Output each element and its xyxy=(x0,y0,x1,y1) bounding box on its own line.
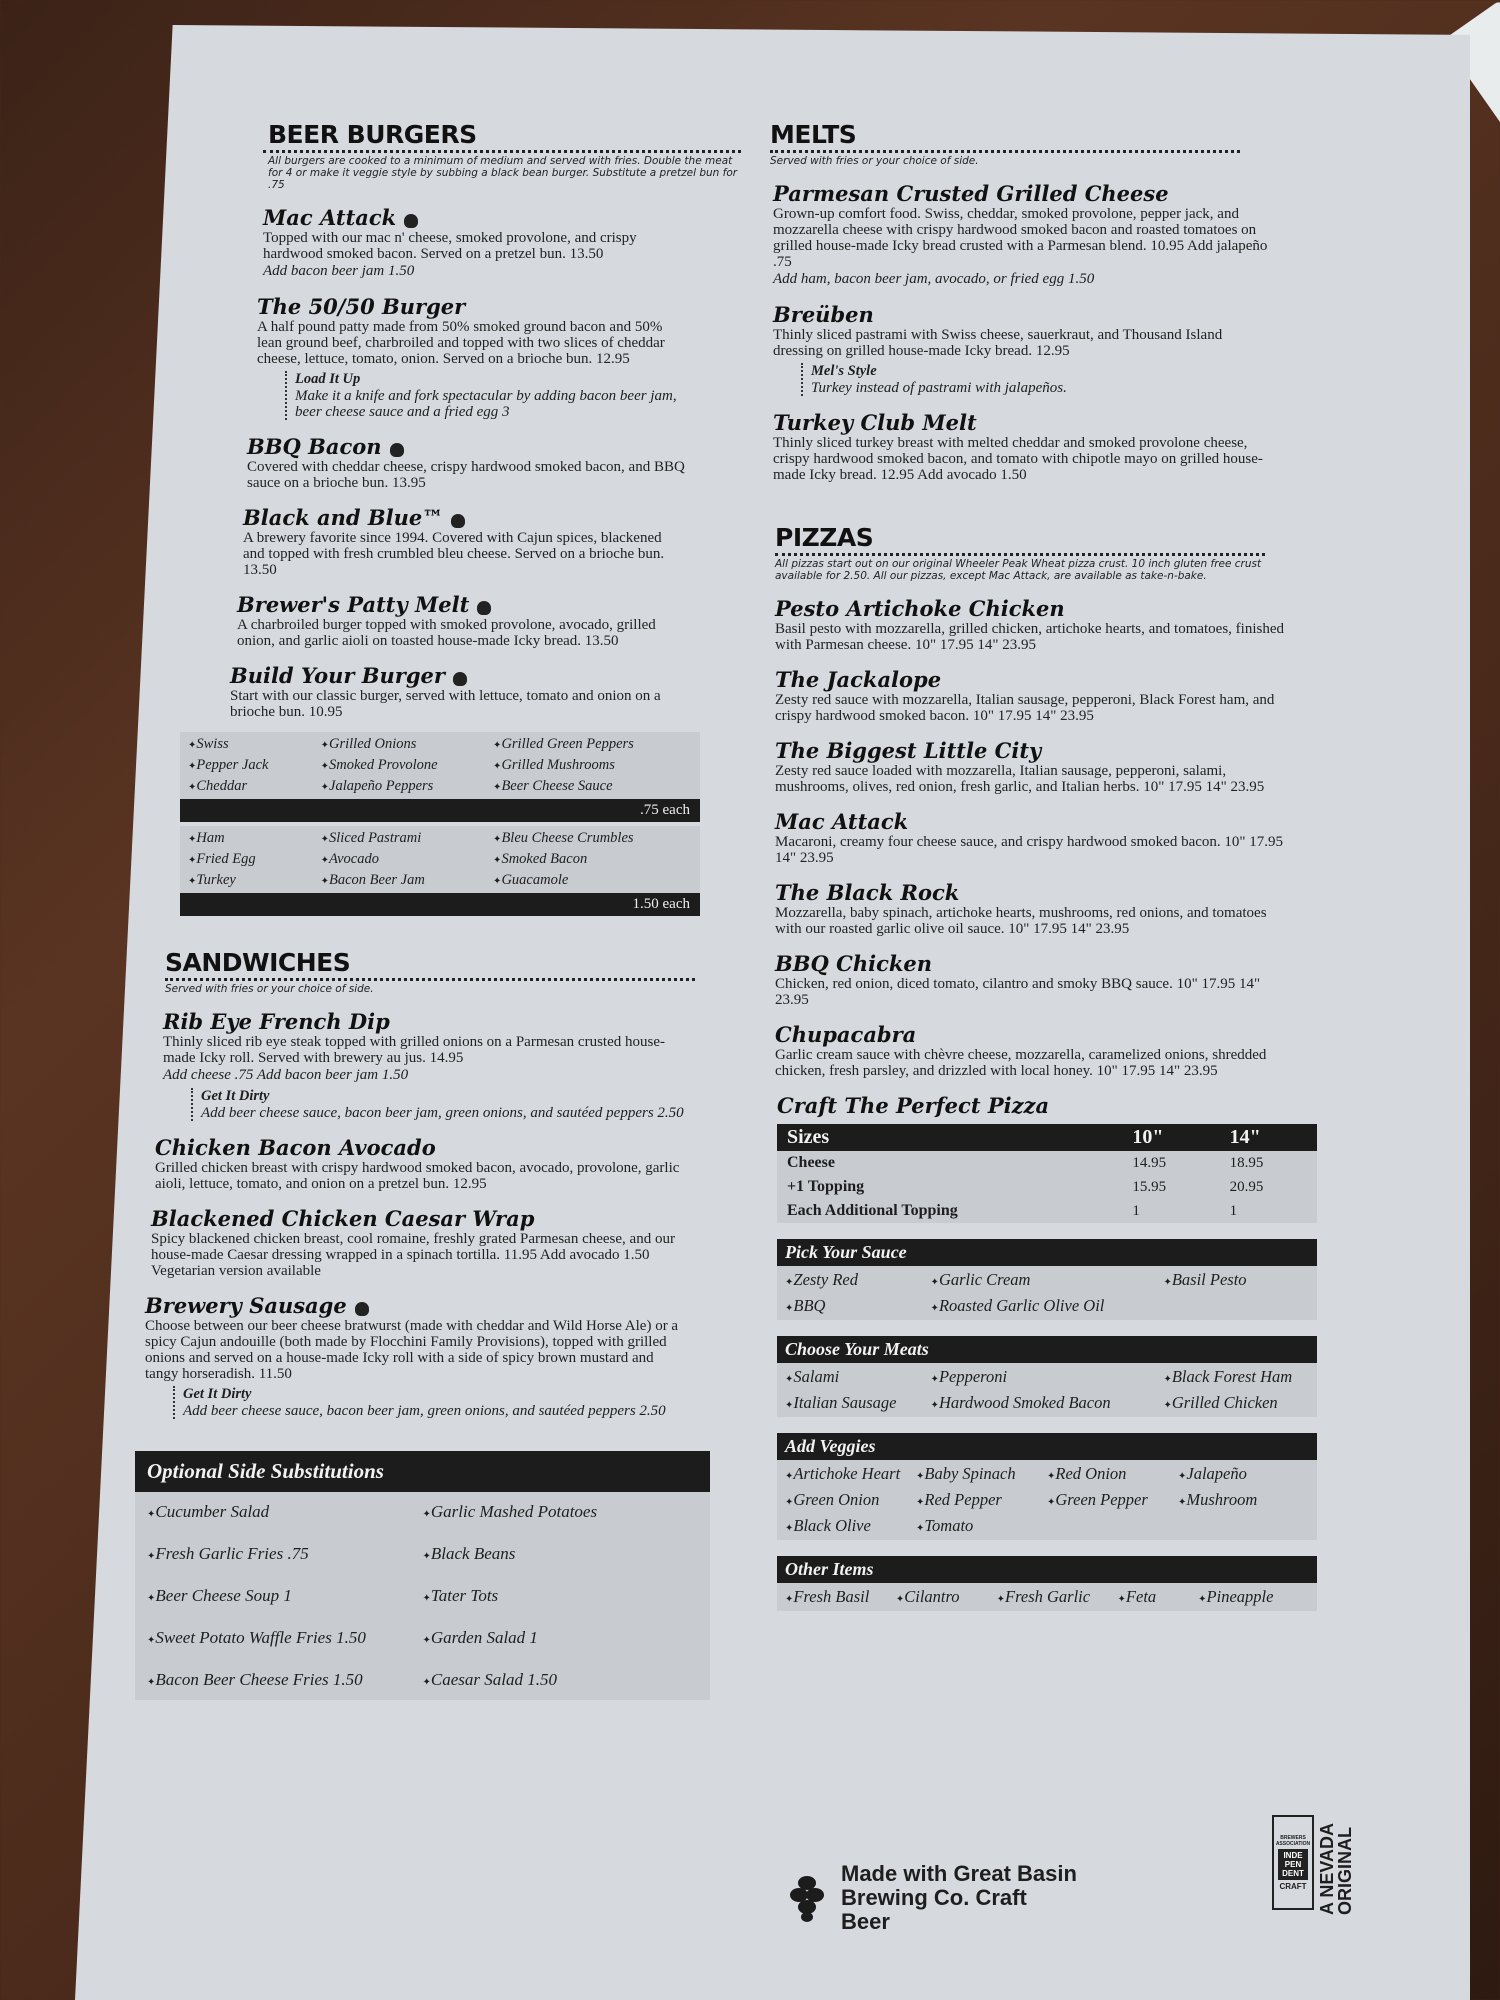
size-row xyxy=(777,1151,1317,1175)
sauce-box xyxy=(777,1239,1317,1320)
melts-section xyxy=(770,120,1240,167)
menu-item xyxy=(257,294,685,420)
brand-text: Made with Great Basin Brewing Co. Craft Beer xyxy=(841,1861,1077,1934)
menu-item-description: Thinly sliced pastrami with Swiss cheese, sauerkraut, and Thousand Island dressing on grilled house-made Icky bread. 12.95 xyxy=(773,327,1223,359)
section-divider xyxy=(165,978,695,981)
menu-item xyxy=(775,1022,1295,1079)
veggie-option: ✦ Red Onion xyxy=(1047,1464,1178,1484)
menu-item-name: Build Your Burger xyxy=(230,663,445,688)
melt-items xyxy=(773,181,1273,483)
topping-option: ✦ Turkey xyxy=(188,872,321,889)
menu-item-description: Basil pesto with mozzarella, grilled chicken, artichoke hearts, and tomatoes, finished with Parmesan cheese. 10" 17.95 14" 23.95 xyxy=(775,621,1285,653)
other-option: ✦ Cilantro xyxy=(896,1587,997,1607)
menu-item-name: BBQ Bacon xyxy=(247,434,382,459)
sauce-options xyxy=(777,1266,1317,1320)
menu-item-upgrade xyxy=(801,363,1273,396)
size-label: Each Additional Topping xyxy=(777,1199,1122,1223)
menu-item xyxy=(775,809,1295,866)
menu-item-description: Start with our classic burger, served with lettuce, tomato and onion on a brioche bun. 10.95 xyxy=(230,688,661,720)
menu-item-upgrade xyxy=(173,1386,685,1419)
side-option: ✦ Bacon Beer Cheese Fries 1.50 xyxy=(147,1670,423,1690)
menu-item xyxy=(243,505,685,578)
menu-item-description: Garlic cream sauce with chèvre cheese, mozzarella, caramelized onions, shredded chicken, fresh parsley, and drizzled with local honey. 10" 17.95 14" 23.95 xyxy=(775,1047,1267,1079)
size-price: 14.95 xyxy=(1122,1151,1219,1175)
meat-option: ✦ Black Forest Ham xyxy=(1163,1367,1309,1387)
upgrade-description: Add beer cheese sauce, bacon beer jam, green onions, and sautéed peppers 2.50 xyxy=(183,1403,666,1419)
hop-icon xyxy=(477,601,491,615)
side-option: ✦ Beer Cheese Soup 1 xyxy=(147,1586,423,1606)
topping-option: ✦ Guacamole xyxy=(493,872,692,889)
menu-item-name: Chupacabra xyxy=(775,1022,917,1047)
menu-item-addon: Add ham, bacon beer jam, avocado, or fried egg 1.50 xyxy=(773,271,1095,287)
menu-item xyxy=(775,880,1295,937)
melts-note: Served with fries or your choice of side. xyxy=(770,155,979,167)
topping-option: ✦ Sliced Pastrami xyxy=(321,830,493,847)
other-option: ✦ Feta xyxy=(1118,1587,1199,1607)
beer-burgers-title: BEER BURGERS xyxy=(268,120,477,149)
side-option: ✦ Fresh Garlic Fries .75 xyxy=(147,1544,423,1564)
size-row xyxy=(777,1175,1317,1199)
hop-icon xyxy=(451,514,465,528)
menu-item xyxy=(263,205,685,280)
topping-option: ✦ Bleu Cheese Crumbles xyxy=(493,830,692,847)
menu-item-description: Choose between our beer cheese bratwurst (made with cheddar and Wild Horse Ale) or a spicy Cajun andouille (both made by Flocchini Family Provisions), topped with grilled onions and served on a house-made Icky roll with a side of spicy brown mustard and tangy horseradish. 11.50 xyxy=(145,1318,679,1382)
sandwich-items xyxy=(105,1009,685,1419)
sides-title: Optional Side Substitutions xyxy=(135,1451,710,1492)
menu-item-description: Covered with cheddar cheese, crispy hardwood smoked bacon, and BBQ sauce on a brioche bun. 13.95 xyxy=(247,459,685,491)
hop-icon xyxy=(785,1873,829,1923)
menu-item-description: Thinly sliced rib eye steak topped with grilled onions on a Parmesan crusted house-made Icky roll. Served with brewery au jus. 14.95 xyxy=(163,1034,665,1066)
side-substitutions xyxy=(135,1451,710,1700)
side-option: ✦ Sweet Potato Waffle Fries 1.50 xyxy=(147,1628,423,1648)
menu-item-description: A brewery favorite since 1994. Covered with Cajun spices, blackened and topped with fresh crumbled bleu cheese. Served on a brioche bun. 13.50 xyxy=(243,530,665,578)
menu-item xyxy=(775,951,1295,1008)
beer-burgers-note: All burgers are cooked to a minimum of medium and served with fries. Double the meat for 4 or make it veggie style by subbing a black bean burger. Substitute a pretzel bun for .75 xyxy=(268,155,738,191)
meat-option: ✦ Salami xyxy=(785,1367,931,1387)
veggie-option: ✦ Green Onion xyxy=(785,1490,916,1510)
topping-option: ✦ Bacon Beer Jam xyxy=(321,872,493,889)
veggie-option: ✦ Black Olive xyxy=(785,1516,916,1536)
topping-option: ✦ Smoked Provolone xyxy=(321,757,493,774)
section-divider xyxy=(263,150,741,153)
size-header: Sizes xyxy=(777,1124,1122,1151)
menu-item-name: The Black Rock xyxy=(775,880,960,905)
menu-item-description: Mozzarella, baby spinach, artichoke hearts, mushrooms, red onions, and tomatoes with our roasted garlic olive oil sauce. 10" 17.95 14" 23.95 xyxy=(775,905,1267,937)
size-price: 20.95 xyxy=(1220,1175,1317,1199)
menu-item-name: Blackened Chicken Caesar Wrap xyxy=(151,1206,535,1231)
size-row xyxy=(777,1199,1317,1223)
topping-option: ✦ Beer Cheese Sauce xyxy=(493,778,692,795)
menu-item-name: Turkey Club Melt xyxy=(773,410,977,435)
toppings-75-price: .75 each xyxy=(180,799,700,822)
badge-top: BREWERS ASSOCIATION xyxy=(1275,1834,1311,1847)
brand-footer xyxy=(785,1862,1081,1934)
side-option: ✦ Garlic Mashed Potatoes xyxy=(423,1502,699,1522)
menu-item-description: Thinly sliced turkey breast with melted cheddar and smoked provolone cheese, crispy hardwood smoked bacon, and tomato with chipotle mayo on grilled house-made Icky bread. 12.95 Add avocado 1.50 xyxy=(773,435,1263,483)
upgrade-title: Mel's Style xyxy=(811,363,877,379)
menu-item xyxy=(230,663,685,720)
toppings-75-grid xyxy=(180,732,700,799)
topping-option: ✦ Grilled Onions xyxy=(321,736,493,753)
menu-item-name: Mac Attack xyxy=(775,809,909,834)
burger-toppings xyxy=(180,732,700,916)
hop-icon xyxy=(355,1302,369,1316)
independent-craft-badge xyxy=(1272,1815,1314,1910)
menu-item-upgrade xyxy=(285,371,685,420)
menu-item-addon: Add cheese .75 Add bacon beer jam 1.50 xyxy=(163,1067,409,1083)
side-option: ✦ Cucumber Salad xyxy=(147,1502,423,1522)
craft-title: Craft The Perfect Pizza xyxy=(777,1093,1050,1118)
sauce-option: ✦ Garlic Cream xyxy=(931,1270,1164,1290)
hop-icon xyxy=(453,672,467,686)
hop-icon xyxy=(390,443,404,457)
craft-pizza xyxy=(777,1093,1317,1611)
menu-item-name: Chicken Bacon Avocado xyxy=(155,1135,436,1160)
size-price: 15.95 xyxy=(1122,1175,1219,1199)
other-option: ✦ Fresh Garlic xyxy=(997,1587,1118,1607)
size-price: 1 xyxy=(1122,1199,1219,1223)
topping-option: ✦ Smoked Bacon xyxy=(493,851,692,868)
menu-item-name: The 50/50 Burger xyxy=(257,294,466,319)
left-column xyxy=(105,120,745,1700)
topping-option: ✦ Cheddar xyxy=(188,778,321,795)
sauce-option: ✦ Zesty Red xyxy=(785,1270,931,1290)
menu-item-name: Breüben xyxy=(773,302,874,327)
upgrade-title: Get It Dirty xyxy=(201,1088,270,1104)
veggie-option: ✦ Green Pepper xyxy=(1047,1490,1178,1510)
other-option: ✦ Fresh Basil xyxy=(785,1587,896,1607)
pizzas-section xyxy=(775,523,1265,582)
other-box xyxy=(777,1556,1317,1611)
topping-option: ✦ Grilled Mushrooms xyxy=(493,757,692,774)
veggies-title: Add Veggies xyxy=(777,1433,1317,1460)
menu-item-name: The Biggest Little City xyxy=(775,738,1042,763)
menu-item-description: Zesty red sauce loaded with mozzarella, Italian sausage, pepperoni, salami, mushrooms, olives, red onion, fresh garlic, and Italian herbs. 10" 17.95 14" 23.95 xyxy=(775,763,1265,795)
menu-item xyxy=(775,596,1295,653)
menu-item-name: Pesto Artichoke Chicken xyxy=(775,596,1065,621)
veggie-option: ✦ Jalapeño xyxy=(1178,1464,1309,1484)
other-option: ✦ Pineapple xyxy=(1198,1587,1309,1607)
nevada-original: A NEVADA ORIGINAL xyxy=(1317,1823,1355,1915)
menu-item-name: Mac Attack xyxy=(263,205,397,230)
menu-item xyxy=(155,1135,685,1192)
menu-item-name: Rib Eye French Dip xyxy=(163,1009,390,1034)
menu-item-name: BBQ Chicken xyxy=(775,951,933,976)
menu-item-description: Grown-up comfort food. Swiss, cheddar, smoked provolone, pepper jack, and mozzarella cheese with crispy hardwood smoked bacon and roasted tomatoes on grilled house-made Icky bread crusted with a Parmesan blend. 10.95 Add jalapeño .75 xyxy=(773,206,1268,270)
veggie-option: ✦ Tomato xyxy=(916,1516,1047,1536)
pizzas-note: All pizzas start out on our original Wheeler Peak Wheat pizza crust. 10 inch gluten free crust available for 2.50. All our pizzas, except Mac Attack, are available as take-n-bake. xyxy=(775,558,1262,582)
pizza-size-table xyxy=(777,1124,1317,1223)
sandwiches-title: SANDWICHES xyxy=(165,948,351,977)
section-divider xyxy=(775,553,1265,556)
topping-option: ✦ Ham xyxy=(188,830,321,847)
sides-grid xyxy=(135,1492,710,1700)
meat-options xyxy=(777,1363,1317,1417)
menu-item xyxy=(773,410,1273,483)
sandwiches-section xyxy=(165,948,695,995)
pizzas-title: PIZZAS xyxy=(775,523,874,552)
menu-item-description: Spicy blackened chicken breast, cool romaine, freshly grated Parmesan cheese, and our house-made Caesar dressing wrapped in a spinach tortilla. 11.95 Add avocado 1.50 Vegetarian version available xyxy=(151,1231,675,1279)
badge-mid: INDE PEN DENT xyxy=(1278,1849,1308,1880)
right-column xyxy=(695,120,1295,1611)
veggie-option xyxy=(1178,1516,1309,1536)
side-option: ✦ Caesar Salad 1.50 xyxy=(423,1670,699,1690)
menu-item-name: The Jackalope xyxy=(775,667,942,692)
menu-item xyxy=(773,181,1273,288)
sauce-title: Pick Your Sauce xyxy=(777,1239,1317,1266)
beer-burgers-section xyxy=(263,120,741,191)
side-option: ✦ Black Beans xyxy=(423,1544,699,1564)
topping-option: ✦ Avocado xyxy=(321,851,493,868)
menu-item-addon: Add bacon beer jam 1.50 xyxy=(263,263,415,279)
side-option: ✦ Garden Salad 1 xyxy=(423,1628,699,1648)
meat-option: ✦ Italian Sausage xyxy=(785,1393,931,1413)
upgrade-description: Turkey instead of pastrami with jalapeños. xyxy=(811,380,1067,396)
meats-title: Choose Your Meats xyxy=(777,1336,1317,1363)
topping-option: ✦ Pepper Jack xyxy=(188,757,321,774)
menu-item-name: Brewer's Patty Melt xyxy=(237,592,470,617)
melts-title: MELTS xyxy=(770,120,857,149)
toppings-150-grid xyxy=(180,826,700,893)
veggie-option: ✦ Artichoke Heart xyxy=(785,1464,916,1484)
other-title: Other Items xyxy=(777,1556,1317,1583)
veggie-option: ✦ Mushroom xyxy=(1178,1490,1309,1510)
upgrade-title: Load It Up xyxy=(295,371,361,387)
size-label: +1 Topping xyxy=(777,1175,1122,1199)
size-label: Cheese xyxy=(777,1151,1122,1175)
side-option: ✦ Tater Tots xyxy=(423,1586,699,1606)
sauce-option: ✦ BBQ xyxy=(785,1296,931,1316)
veggie-option: ✦ Baby Spinach xyxy=(916,1464,1047,1484)
topping-option: ✦ Fried Egg xyxy=(188,851,321,868)
menu-item-upgrade xyxy=(191,1088,685,1121)
menu-item-description: Macaroni, creamy four cheese sauce, and crispy hardwood smoked bacon. 10" 17.95 14" 23.95 xyxy=(775,834,1284,866)
menu-item xyxy=(775,667,1295,724)
size-10-header: 10" xyxy=(1122,1124,1219,1151)
section-divider xyxy=(770,150,1240,153)
topping-option: ✦ Grilled Green Peppers xyxy=(493,736,692,753)
size-price: 1 xyxy=(1220,1199,1317,1223)
menu-item-description: Grilled chicken breast with crispy hardwood smoked bacon, avocado, provolone, garlic aioli, lettuce, tomato, and onion on a pretzel bun. 12.95 xyxy=(155,1160,680,1192)
menu-item-description: Chicken, red onion, diced tomato, cilantro and smoky BBQ sauce. 10" 17.95 14" 23.95 xyxy=(775,976,1261,1008)
sauce-option xyxy=(1163,1296,1309,1316)
menu-item-name: Black and Blue™ xyxy=(243,505,444,530)
veggies-box xyxy=(777,1433,1317,1540)
menu-item-description: A half pound patty made from 50% smoked ground bacon and 50% lean ground beef, charbroiled and topped with two slices of cheddar cheese, lettuce, tomato, onion. Served on a brioche bun. 12.95 xyxy=(257,319,665,367)
meat-option: ✦ Grilled Chicken xyxy=(1163,1393,1309,1413)
meat-option: ✦ Hardwood Smoked Bacon xyxy=(931,1393,1164,1413)
size-price: 18.95 xyxy=(1220,1151,1317,1175)
upgrade-description: Add beer cheese sauce, bacon beer jam, green onions, and sautéed peppers 2.50 xyxy=(201,1105,684,1121)
upgrade-title: Get It Dirty xyxy=(183,1386,252,1402)
other-options xyxy=(777,1583,1317,1611)
meats-box xyxy=(777,1336,1317,1417)
hop-icon xyxy=(404,214,418,228)
sandwiches-note: Served with fries or your choice of side. xyxy=(165,983,374,995)
menu-item-description: Zesty red sauce with mozzarella, Italian sausage, pepperoni, Black Forest ham, and crispy hardwood smoked bacon. 10" 17.95 14" 23.95 xyxy=(775,692,1275,724)
menu-item xyxy=(151,1206,685,1279)
sauce-option: ✦ Roasted Garlic Olive Oil xyxy=(931,1296,1164,1316)
menu-item xyxy=(773,302,1273,396)
sauce-option: ✦ Basil Pesto xyxy=(1163,1270,1309,1290)
menu-item-description: A charbroiled burger topped with smoked provolone, avocado, grilled onion, and garlic aioli on toasted house-made Icky bread. 13.50 xyxy=(237,617,656,649)
size-14-header: 14" xyxy=(1220,1124,1317,1151)
menu-item xyxy=(247,434,685,491)
menu-item xyxy=(237,592,685,649)
menu-item xyxy=(145,1293,685,1419)
meat-option: ✦ Pepperoni xyxy=(931,1367,1164,1387)
menu-item-description: Topped with our mac n' cheese, smoked provolone, and crispy hardwood smoked bacon. Served on a pretzel bun. 13.50 xyxy=(263,230,637,262)
menu-item xyxy=(775,738,1295,795)
badge-bottom: CRAFT xyxy=(1279,1881,1307,1891)
menu-item xyxy=(163,1009,685,1121)
veggie-option xyxy=(1047,1516,1178,1536)
menu-item-name: Brewery Sausage xyxy=(145,1293,347,1318)
veggie-options xyxy=(777,1460,1317,1540)
toppings-150-price: 1.50 each xyxy=(180,893,700,916)
topping-option: ✦ Jalapeño Peppers xyxy=(321,778,493,795)
pizza-items xyxy=(775,596,1295,1079)
burger-items xyxy=(105,205,685,720)
menu-item-name: Parmesan Crusted Grilled Cheese xyxy=(773,181,1169,206)
topping-option: ✦ Swiss xyxy=(188,736,321,753)
veggie-option: ✦ Red Pepper xyxy=(916,1490,1047,1510)
upgrade-description: Make it a knife and fork spectacular by adding bacon beer jam, beer cheese sauce and a fried egg 3 xyxy=(295,388,677,420)
